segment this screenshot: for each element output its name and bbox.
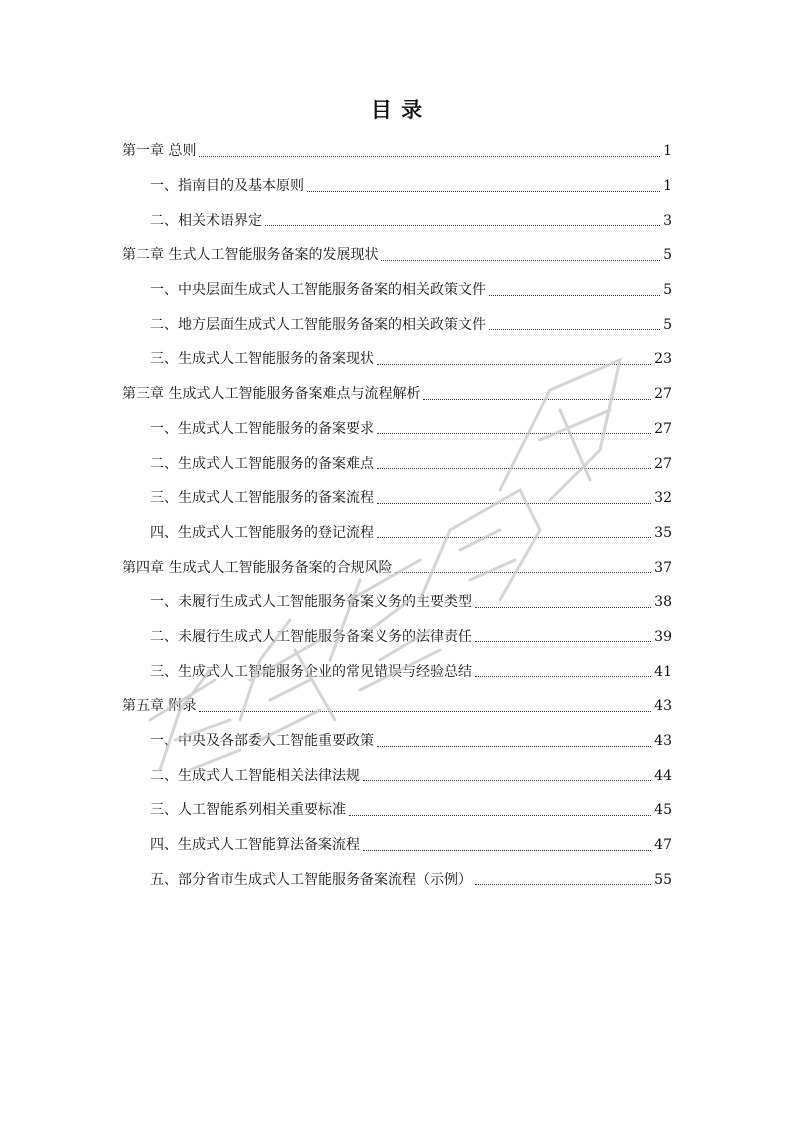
toc-entry-label: 第五章 附录	[122, 698, 197, 715]
toc-section-entry	[122, 654, 672, 689]
toc-entry-label: 第二章 生式人工智能服务备案的发展现状	[122, 247, 379, 264]
toc-entry-label: 三、人工智能系列相关重要标准	[150, 802, 346, 819]
toc-entry-page-number: 55	[654, 871, 672, 888]
dot-leader	[381, 260, 660, 261]
toc-section-entry	[122, 342, 672, 377]
toc-entry-page-number: 35	[654, 524, 672, 541]
toc-chapter-entry	[122, 377, 672, 412]
dot-leader	[395, 572, 651, 573]
toc-section-entry	[122, 793, 672, 828]
toc-entry-page-number: 37	[654, 559, 672, 576]
dot-leader	[377, 468, 651, 469]
toc-entry-page-number: 5	[663, 316, 672, 333]
dot-leader	[475, 884, 651, 885]
toc-entry-label: 二、生成式人工智能相关法律法规	[150, 767, 360, 784]
toc-chapter-entry	[122, 238, 672, 273]
toc-chapter-entry	[122, 550, 672, 585]
toc-entry-page-number: 3	[663, 212, 672, 229]
toc-section-entry	[122, 828, 672, 863]
toc-entry-label: 二、相关术语界定	[150, 212, 262, 229]
dot-leader	[423, 399, 651, 400]
dot-leader	[475, 641, 651, 642]
toc-entry-label: 二、生成式人工智能服务的备案难点	[150, 455, 374, 472]
toc-entry-page-number: 27	[654, 420, 672, 437]
toc-entry-label: 一、指南目的及基本原则	[150, 178, 304, 195]
toc-entry-label: 五、部分省市生成式人工智能服务备案流程（示例）	[150, 871, 472, 888]
toc-section-entry	[122, 446, 672, 481]
toc-entry-page-number: 5	[663, 247, 672, 264]
toc-entry-label: 四、生成式人工智能服务的登记流程	[150, 524, 374, 541]
toc-entry-page-number: 43	[654, 698, 672, 715]
toc-section-entry	[122, 620, 672, 655]
toc-section-entry	[122, 862, 672, 897]
toc-entry-label: 一、生成式人工智能服务的备案要求	[150, 420, 374, 437]
toc-entry-page-number: 41	[654, 663, 672, 680]
toc-entry-page-number: 27	[654, 455, 672, 472]
toc-entry-page-number: 47	[654, 837, 672, 854]
dot-leader	[377, 537, 651, 538]
toc-entry-page-number: 32	[654, 490, 672, 507]
toc-section-entry	[122, 273, 672, 308]
toc-entry-page-number: 45	[654, 802, 672, 819]
toc-entry-label: 三、生成式人工智能服务的备案流程	[150, 490, 374, 507]
toc-chapter-entry	[122, 689, 672, 724]
toc-entry-page-number: 43	[654, 733, 672, 750]
dot-leader	[489, 329, 660, 330]
toc-section-entry	[122, 585, 672, 620]
toc-entry-page-number: 38	[654, 594, 672, 611]
toc-entry-label: 四、生成式人工智能算法备案流程	[150, 837, 360, 854]
toc-section-entry	[122, 412, 672, 447]
toc-entry-label: 二、地方层面生成式人工智能服务备案的相关政策文件	[150, 316, 486, 333]
dot-leader	[199, 156, 660, 157]
toc-chapter-entry	[122, 134, 672, 169]
toc-title: 目 录	[370, 98, 424, 122]
dot-leader	[475, 676, 651, 677]
dot-leader	[349, 815, 651, 816]
toc-entry-page-number: 39	[654, 628, 672, 645]
dot-leader	[307, 191, 660, 192]
toc-section-entry	[122, 724, 672, 759]
dot-leader	[265, 225, 660, 226]
dot-leader	[377, 746, 651, 747]
dot-leader	[199, 711, 651, 712]
toc-entry-label: 二、未履行生成式人工智能服务备案义务的法律责任	[150, 628, 472, 645]
toc-section-entry	[122, 758, 672, 793]
dot-leader	[377, 433, 651, 434]
dot-leader	[489, 295, 660, 296]
table-of-contents	[122, 134, 672, 897]
toc-entry-label: 第三章 生成式人工智能服务备案难点与流程解析	[122, 386, 421, 403]
toc-entry-page-number: 44	[654, 767, 672, 784]
dot-leader	[363, 780, 651, 781]
toc-entry-page-number: 1	[663, 178, 672, 195]
toc-entry-page-number: 1	[663, 143, 672, 160]
dot-leader	[475, 607, 651, 608]
toc-entry-label: 第一章 总则	[122, 143, 197, 160]
toc-entry-label: 三、生成式人工智能服务的备案现状	[150, 351, 374, 368]
toc-entry-page-number: 23	[654, 351, 672, 368]
toc-entry-label: 一、未履行生成式人工智能服务备案义务的主要类型	[150, 594, 472, 611]
toc-entry-page-number: 5	[663, 282, 672, 299]
toc-section-entry	[122, 307, 672, 342]
toc-entry-label: 一、中央及各部委人工智能重要政策	[150, 733, 374, 750]
toc-section-entry	[122, 516, 672, 551]
toc-section-entry	[122, 481, 672, 516]
toc-entry-label: 三、生成式人工智能服务企业的常见错误与经验总结	[150, 663, 472, 680]
toc-section-entry	[122, 203, 672, 238]
dot-leader	[363, 850, 651, 851]
dot-leader	[377, 503, 651, 504]
toc-section-entry	[122, 169, 672, 204]
toc-entry-label: 一、中央层面生成式人工智能服务备案的相关政策文件	[150, 282, 486, 299]
dot-leader	[377, 364, 651, 365]
toc-entry-label: 第四章 生成式人工智能服务备案的合规风险	[122, 559, 393, 576]
toc-entry-page-number: 27	[654, 386, 672, 403]
